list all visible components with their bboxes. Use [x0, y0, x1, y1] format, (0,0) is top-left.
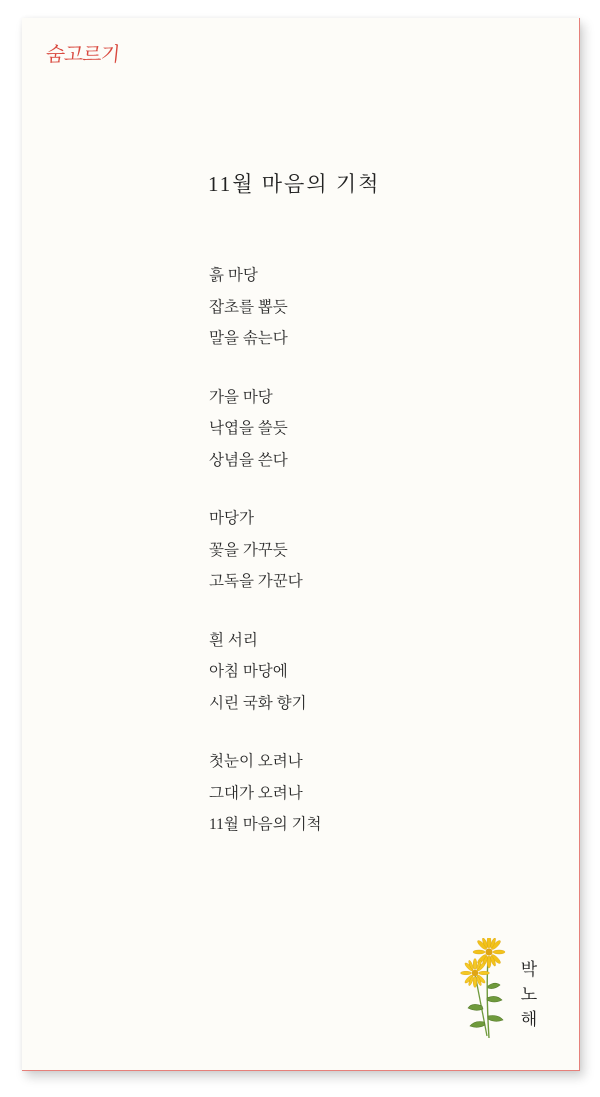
- poem-stanza: [209, 629, 322, 724]
- signature-char: 박: [520, 960, 538, 980]
- poem-line: 아침 마당에: [209, 663, 288, 680]
- poem-line: 그대가 오려나: [209, 784, 303, 802]
- poem-line: 말을 솎는다: [209, 330, 288, 347]
- poem-line: 상념을 쓴다: [209, 451, 288, 469]
- poem-line: 마당가: [209, 510, 254, 527]
- poem-stanza: [209, 264, 322, 359]
- poem-title: 11월 마음의 기척: [208, 172, 381, 196]
- poem-line: 흰 서리: [209, 631, 258, 649]
- poem-line: 꽃을 가꾸듯: [209, 541, 288, 559]
- brand-logo[interactable]: 숨고르기: [44, 42, 121, 66]
- poem-line: 잡초를 뽑듯: [209, 298, 288, 316]
- poem-stanza: [209, 507, 322, 602]
- poem-line: 가을 마당: [209, 388, 273, 406]
- poem-line: 시린 국화 향기: [209, 694, 307, 712]
- signature-char: 노: [520, 985, 538, 1005]
- poem-line: 고독을 가꾼다: [209, 573, 303, 590]
- poem-line: 11월 마음의 기척: [209, 816, 322, 833]
- poem-line: 흙 마당: [209, 267, 258, 284]
- author-signature: [518, 958, 540, 1033]
- signature-char: 해: [520, 1010, 538, 1030]
- poem-line: 첫눈이 오려나: [209, 753, 303, 770]
- poem-body: [209, 264, 322, 872]
- flower-head: [473, 938, 505, 968]
- poem-stanza: [209, 750, 322, 845]
- poem-line: 낙엽을 쓸듯: [209, 420, 288, 437]
- chrysanthemum-icon: [458, 938, 508, 1040]
- poem-stanza: [209, 386, 322, 481]
